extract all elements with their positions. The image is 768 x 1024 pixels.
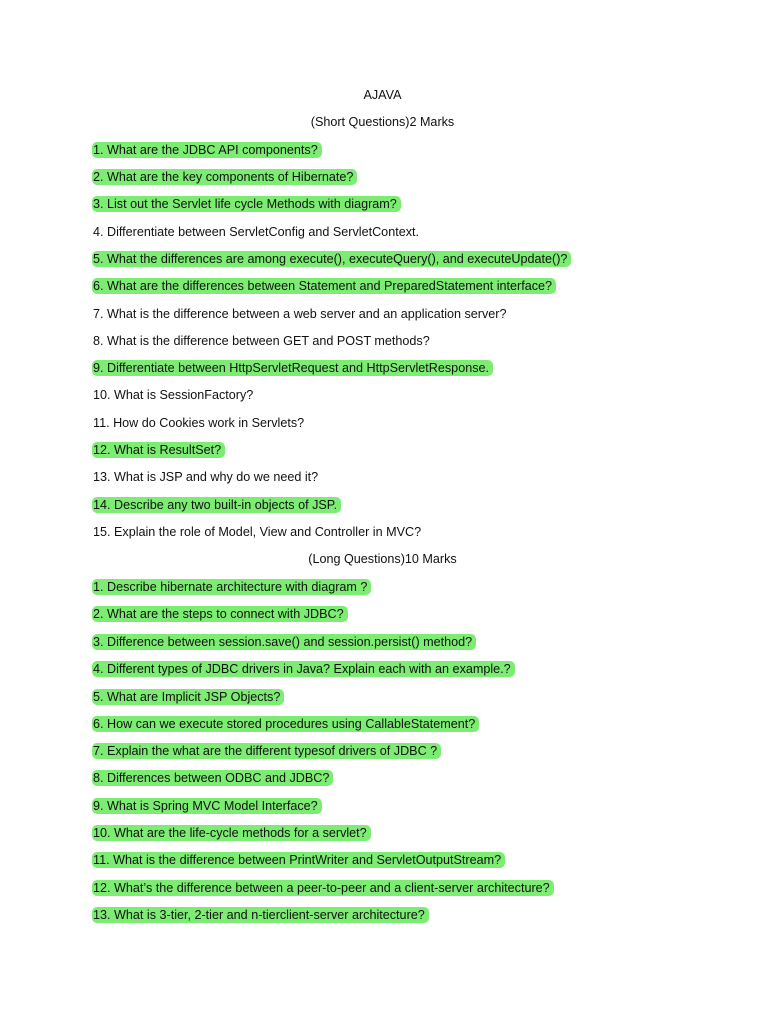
document-title: AJAVA	[363, 88, 402, 102]
long-question: 8. Differences between ODBC and JDBC?	[92, 770, 333, 787]
long-question: 1. Describe hibernate architecture with diagram ?	[92, 579, 371, 596]
long-question: 7. Explain the what are the different typesof drivers of JDBC ?	[92, 743, 441, 760]
long-question: 5. What are Implicit JSP Objects?	[92, 689, 284, 706]
long-questions-heading: (Long Questions)10 Marks	[308, 552, 457, 566]
long-question: 9. What is Spring MVC Model Interface?	[92, 798, 322, 815]
short-question: 8. What is the difference between GET and POST methods?	[93, 334, 430, 348]
short-question: 3. List out the Servlet life cycle Methods with diagram?	[92, 196, 401, 213]
short-question: 9. Differentiate between HttpServletRequest and HttpServletResponse.	[92, 360, 493, 377]
short-question: 15. Explain the role of Model, View and Controller in MVC?	[93, 525, 422, 539]
short-question: 1. What are the JDBC API components?	[92, 142, 322, 159]
long-question: 2. What are the steps to connect with JDBC?	[92, 606, 348, 623]
short-questions-heading: (Short Questions)2 Marks	[310, 115, 455, 129]
long-question: 6. How can we execute stored procedures using CallableStatement?	[92, 716, 479, 733]
short-question: 13. What is JSP and why do we need it?	[93, 470, 319, 484]
short-question: 14. Describe any two built-in objects of JSP.	[92, 497, 341, 514]
short-question: 7. What is the difference between a web server and an application server?	[93, 307, 507, 321]
short-question: 10. What is SessionFactory?	[93, 388, 254, 402]
long-question: 3. Difference between session.save() and session.persist() method?	[92, 634, 476, 651]
long-question: 13. What is 3-tier, 2-tier and n-tierclient-server architecture?	[92, 907, 429, 924]
long-question: 10. What are the life-cycle methods for a servlet?	[92, 825, 371, 842]
long-question: 12. What’s the difference between a peer-to-peer and a client-server architecture?	[92, 880, 554, 897]
short-question: 5. What the differences are among execute(), executeQuery(), and executeUpdate()?	[92, 251, 571, 268]
short-question: 2. What are the key components of Hibernate?	[92, 169, 357, 186]
long-question: 4. Different types of JDBC drivers in Java? Explain each with an example.?	[92, 661, 515, 678]
short-question: 6. What are the differences between Statement and PreparedStatement interface?	[92, 278, 556, 295]
short-question: 4. Differentiate between ServletConfig and ServletContext.	[93, 225, 419, 239]
short-question: 12. What is ResultSet?	[92, 442, 225, 459]
short-question: 11. How do Cookies work in Servlets?	[93, 416, 305, 430]
long-question: 11. What is the difference between PrintWriter and ServletOutputStream?	[92, 852, 505, 869]
